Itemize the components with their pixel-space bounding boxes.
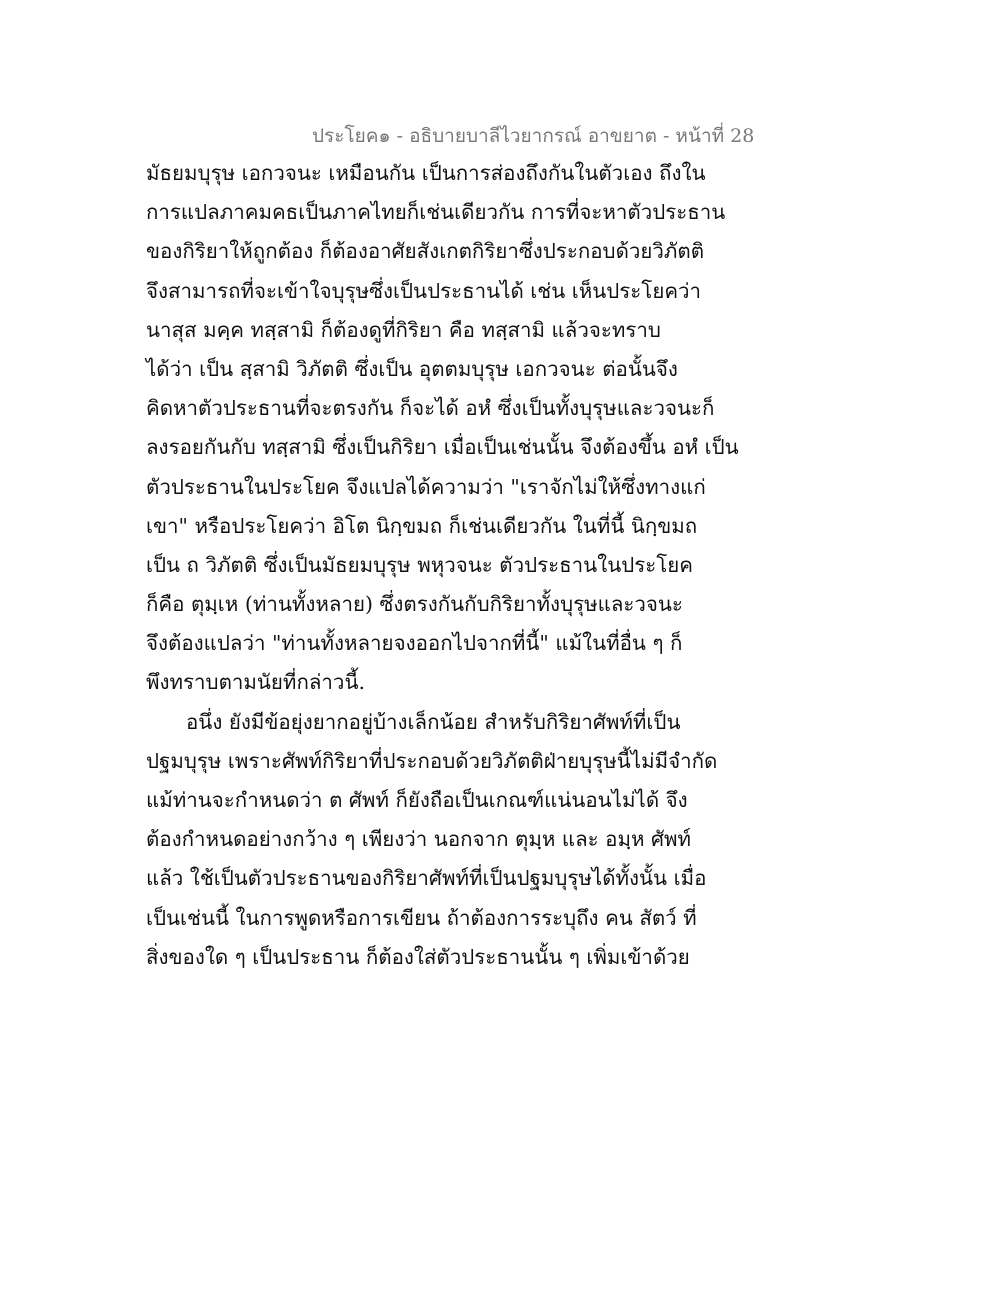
text-line: การแปลภาคมคธเป็นภาคไทยก็เช่นเดียวกัน การที่จะหาตัวประธาน (146, 200, 726, 225)
text-line: แม้ท่านจะกำหนดว่า ต ศัพท์ ก็ยังถือเป็นเกณฑ์แน่นอนไม่ได้ จึง (146, 788, 688, 812)
text-line: เป็นเช่นนี้ ในการพูดหรือการเขียน ถ้าต้องการระบุถึง คน สัตว์ ที่ (146, 905, 697, 930)
paragraph-start-line: อนึ่ง ยังมีข้อยุ่งยากอยู่บ้างเล็กน้อย สำหรับกิริยาศัพท์ที่เป็น (186, 709, 681, 734)
text-line: ลงรอยกันกับ ทสฺสามิ ซึ่งเป็นกิริยา เมื่อเป็นเช่นนั้น จึงต้องขึ้น อหํ เป็น (146, 435, 739, 460)
text-line: พึงทราบตามนัยที่กล่าวนี้. (146, 670, 365, 695)
body-text (146, 157, 739, 980)
text-line: เขา" หรือประโยคว่า อิโต นิกฺขมถ ก็เช่นเดียวกัน ในที่นี้ นิกฺขมถ (146, 513, 698, 538)
text-line: จึงสามารถที่จะเข้าใจบุรุษซึ่งเป็นประธานได้ เช่น เห็นประโยคว่า (146, 278, 702, 303)
text-line: จึงต้องแปลว่า "ท่านทั้งหลายจงออกไปจากที่นี้" แม้ในที่อื่น ๆ ก็ (146, 631, 683, 656)
text-line: ได้ว่า เป็น สฺสามิ วิภัตติ ซึ่งเป็น อุตตมบุรุษ เอกวจนะ ต่อนั้นจึง (146, 356, 678, 381)
text-line: มัธยมบุรุษ เอกวจนะ เหมือนกัน เป็นการส่องถึงกันในตัวเอง ถึงใน (146, 161, 706, 185)
page-header: ประโยค๑ - อธิบายบาลีไวยากรณ์ อาขยาต - หน้าที่ 28 (312, 125, 755, 147)
text-line: แล้ว ใช้เป็นตัวประธานของกิริยาศัพท์ที่เป็นปฐมบุรุษได้ทั้งนั้น เมื่อ (146, 866, 707, 891)
text-line: นาสุส มคฺค ทสฺสามิ ก็ต้องดูที่กิริยา คือ ทสฺสามิ แล้วจะทราบ (146, 317, 661, 342)
text-line: คิดหาตัวประธานที่จะตรงกัน ก็จะได้ อหํ ซึ่งเป็นทั้งบุรุษและวจนะก็ (146, 396, 715, 421)
text-line: ปฐมบุรุษ เพราะศัพท์กิริยาที่ประกอบด้วยวิภัตติฝ่ายบุรุษนี้ไม่มีจำกัด (146, 748, 718, 773)
text-line: ต้องกำหนดอย่างกว้าง ๆ เพียงว่า นอกจาก ตุมฺห และ อมฺห ศัพท์ (146, 827, 692, 852)
text-line: เป็น ถ วิภัตติ ซึ่งเป็นมัธยมบุรุษ พหุวจนะ ตัวประธานในประโยค (146, 552, 693, 577)
text-line: สิ่งของใด ๆ เป็นประธาน ก็ต้องใส่ตัวประธานนั้น ๆ เพิ่มเข้าด้วย (146, 944, 690, 969)
text-line: ก็คือ ตุมฺเห (ท่านทั้งหลาย) ซึ่งตรงกันกับกิริยาทั้งบุรุษและวจนะ (146, 592, 683, 617)
text-line: ตัวประธานในประโยค จึงแปลได้ความว่า "เราจักไม่ให้ซึ่งทางแก่ (146, 474, 706, 499)
text-line: ของกิริยาให้ถูกต้อง ก็ต้องอาศัยสังเกตกิริยาซึ่งประกอบด้วยวิภัตติ (146, 239, 705, 264)
